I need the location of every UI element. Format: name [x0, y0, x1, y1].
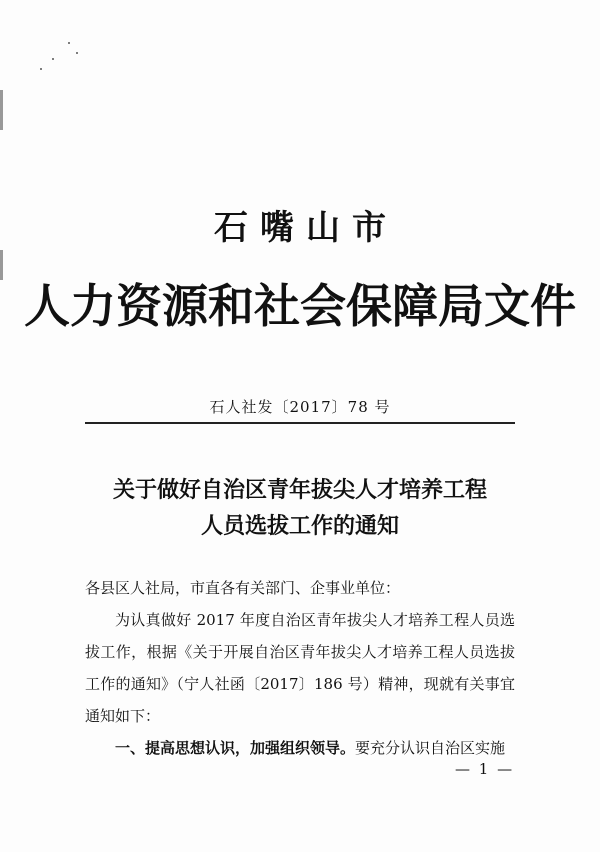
- header-divider: [85, 422, 515, 424]
- issuer-bureau: 人力资源和社会保障局文件: [24, 279, 576, 333]
- title-line-2: 人员选拔工作的通知: [200, 513, 399, 539]
- section-1-paragraph: [85, 732, 515, 764]
- section-1-text: 要充分认识自治区实施: [355, 739, 506, 757]
- title-line-1: 关于做好自治区青年拔尖人才培养工程: [112, 477, 487, 503]
- document-title: [0, 472, 600, 544]
- paragraph-intro: 为认真做好 2017 年度自治区青年拔尖人才培养工程人员选拔工作，根据《关于开展自治区青年拔尖人才培养工程人员选拔工作的通知》（宁人社函〔2017〕186 号）精神，现就有关事宜通知如下：: [85, 611, 515, 725]
- document-body: [85, 572, 515, 764]
- salutation: 各县区人社局，市直各有关部门、企事业单位：: [85, 579, 401, 597]
- document-number: 石人社发〔2017〕78 号: [209, 398, 391, 416]
- scan-speck: [76, 52, 78, 54]
- scan-speck: [40, 68, 42, 70]
- scan-speck: [52, 58, 54, 60]
- page-number: — 1 —: [455, 760, 515, 778]
- scan-edge-mark: [0, 90, 3, 130]
- issuer-city: 石嘴山市: [214, 208, 398, 248]
- section-1-heading: 一、提高思想认识，加强组织领导。: [115, 739, 356, 757]
- scan-speck: [68, 42, 70, 44]
